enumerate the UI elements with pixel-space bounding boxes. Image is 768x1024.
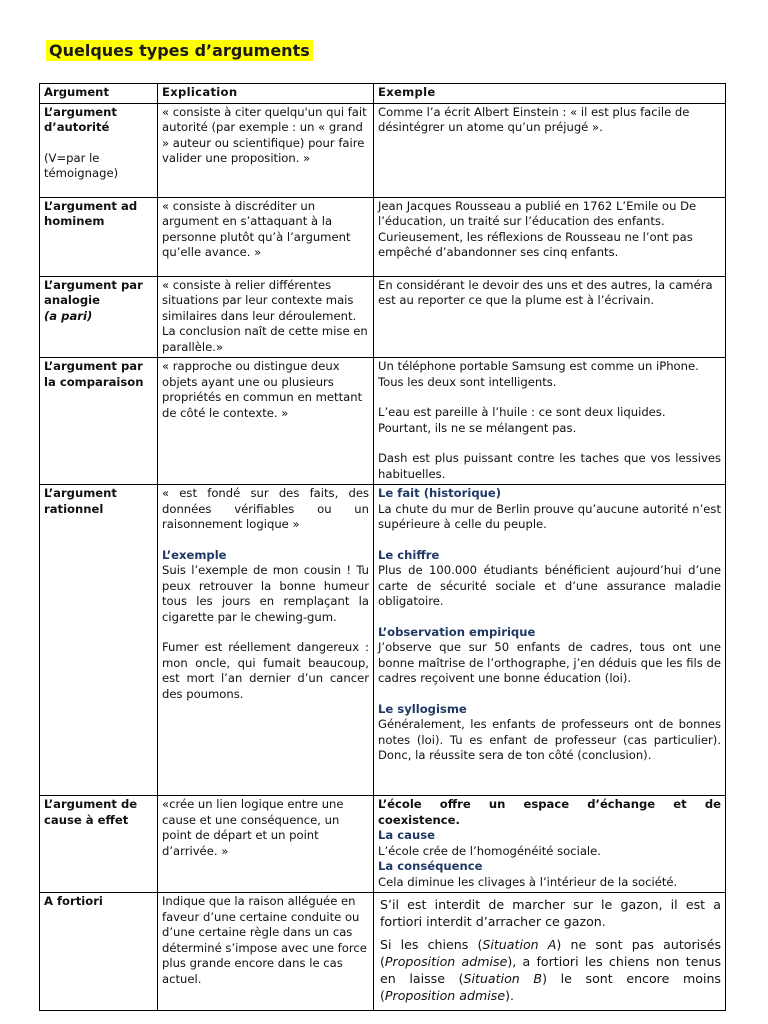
table-row <box>40 893 726 1011</box>
section-title: Le syllogisme <box>378 701 467 716</box>
argument-cell <box>40 276 158 358</box>
table-row <box>40 358 726 485</box>
argument-name: L’argument de cause à effet <box>44 797 138 827</box>
explication-subtitle: L’exemple <box>162 547 227 562</box>
exemple-cell <box>374 893 726 1011</box>
explication-cell: « consiste à relier différentes situations par leur contexte mais similaires dans leur déroulement. La conclusion naît de cette mise en parallèle.» <box>158 276 374 358</box>
explication-cell: « rapproche ou distingue deux objets ayant une ou plusieurs propriétés en commun en mettant de côté le contexte. » <box>158 358 374 485</box>
explication-cell <box>158 485 374 796</box>
exemple-cell: En considérant le devoir des uns et des autres, la caméra est au reporter ce que la plume est à l’écrivain. <box>374 276 726 358</box>
section-title: Le fait (historique) <box>378 486 502 500</box>
page-title: Quelques types d’arguments <box>46 40 313 61</box>
exemple-cell: Jean Jacques Rousseau a publié en 1762 L’Emile ou De l’éducation, un traité sur l’éducation des enfants. Curieusement, les réflexions de Rousseau ne l’ont pas empêché d’abandonner ses cinq enfants. <box>374 197 726 276</box>
table-row <box>40 103 726 197</box>
section-text: Généralement, les enfants de professeurs ont de bonnes notes (loi). Tu es enfant de professeur (cas particulier). Donc, la réussite sera de ton côté (conclusion). <box>378 717 721 762</box>
explication-text: Suis l’exemple de mon cousin ! Tu peux retrouver la bonne humeur tous les jours en remplaçant la cigarette par le chewing-gum. <box>162 563 369 624</box>
table-row <box>40 276 726 358</box>
explication-text: Fumer est réellement dangereux : mon oncle, qui fumait beaucoup, est mort l’an dernier d’un cancer des poumons. <box>162 640 369 701</box>
header-argument: Argument <box>40 84 158 104</box>
exemple-cell <box>374 485 726 796</box>
argument-name: A fortiori <box>44 894 103 908</box>
exemple-lead: L’école offre un espace d’échange et de coexistence. <box>378 797 721 827</box>
table-row <box>40 197 726 276</box>
argument-cell <box>40 103 158 197</box>
exemple-text: Dash est plus puissant contre les taches que vos lessives habituelles. <box>378 451 721 481</box>
section-title: L’observation empirique <box>378 624 536 639</box>
table-row <box>40 796 726 893</box>
section-text: J’observe que sur 50 enfants de cadres, tous ont une bonne maîtrise de l’orthographe, j’en déduis que les fils de cadres reçoivent une bonne éducation (loi). <box>378 640 721 685</box>
arguments-table <box>39 83 726 1011</box>
argument-name: L’argument rationnel <box>44 486 117 516</box>
argument-name: L’argument d’autorité <box>44 104 117 134</box>
exemple-cell: Comme l’a écrit Albert Einstein : « il est plus facile de désintégrer un atome qu’un préjugé ». <box>374 103 726 197</box>
argument-name: L’argument par analogie <box>44 277 143 307</box>
exemple-text: L’eau est pareille à l’huile : ce sont deux liquides. Pourtant, ils ne se mélangent pas. <box>378 405 666 435</box>
explication-cell: « consiste à discréditer un argument en s’attaquant à la personne plutôt qu’à l’argument qu’elle avance. » <box>158 197 374 276</box>
argument-cell <box>40 358 158 485</box>
explication-cell: Indique que la raison alléguée en faveur d’une certaine conduite ou d’une certaine règle dans un cas déterminé s’impose avec une force plus grande encore dans le cas actuel. <box>158 893 374 1011</box>
cause-title: La cause <box>378 828 435 842</box>
table-header-row <box>40 84 726 104</box>
argument-cell <box>40 197 158 276</box>
exemple-text: S’il est interdit de marcher sur le gazon, il est a fortiori interdit d’arracher ce gazon. <box>380 897 721 929</box>
table-row <box>40 485 726 796</box>
exemple-text: Un téléphone portable Samsung est comme un iPhone. Tous les deux sont intelligents. <box>378 359 699 389</box>
cause-text: L’école crée de l’homogénéité sociale. <box>378 843 601 858</box>
consequence-text: Cela diminue les clivages à l’intérieur de la société. <box>378 874 678 889</box>
argument-note: (a pari) <box>44 308 93 323</box>
section-title: Le chiffre <box>378 547 440 562</box>
exemple-cell <box>374 796 726 893</box>
argument-cell <box>40 485 158 796</box>
explication-text: « est fondé sur des faits, des données vérifiables ou un raisonnement logique » <box>162 486 369 531</box>
argument-note: (V=par le témoignage) <box>44 150 119 180</box>
explication-cell: « consiste à citer quelqu'un qui fait autorité (par exemple : un « grand » auteur ou scientifique) pour faire valider une proposition. » <box>158 103 374 197</box>
exemple-cell <box>374 358 726 485</box>
exemple-text: Si les chiens (Situation A) ne sont pas autorisés (Proposition admise), a fortiori les chiens non tenus en laisse (Situation B) le sont encore moins (Proposition admise). <box>380 937 722 1003</box>
explication-cell: «crée un lien logique entre une cause et une conséquence, un point de départ et un point d’arrivée. » <box>158 796 374 893</box>
consequence-title: La conséquence <box>378 859 483 873</box>
header-exemple: Exemple <box>374 84 726 104</box>
argument-name: L’argument par la comparaison <box>44 359 144 389</box>
argument-cell <box>40 893 158 1011</box>
argument-name: L’argument ad hominem <box>44 198 138 228</box>
section-text: La chute du mur de Berlin prouve qu’aucune autorité n’est supérieure à celle du peuple. <box>378 501 721 531</box>
header-explication: Explication <box>158 84 374 104</box>
section-text: Plus de 100.000 étudiants bénéficient aujourd’hui d’une carte de sécurité sociale et d’une assurance maladie obligatoire. <box>378 563 721 608</box>
argument-cell <box>40 796 158 893</box>
